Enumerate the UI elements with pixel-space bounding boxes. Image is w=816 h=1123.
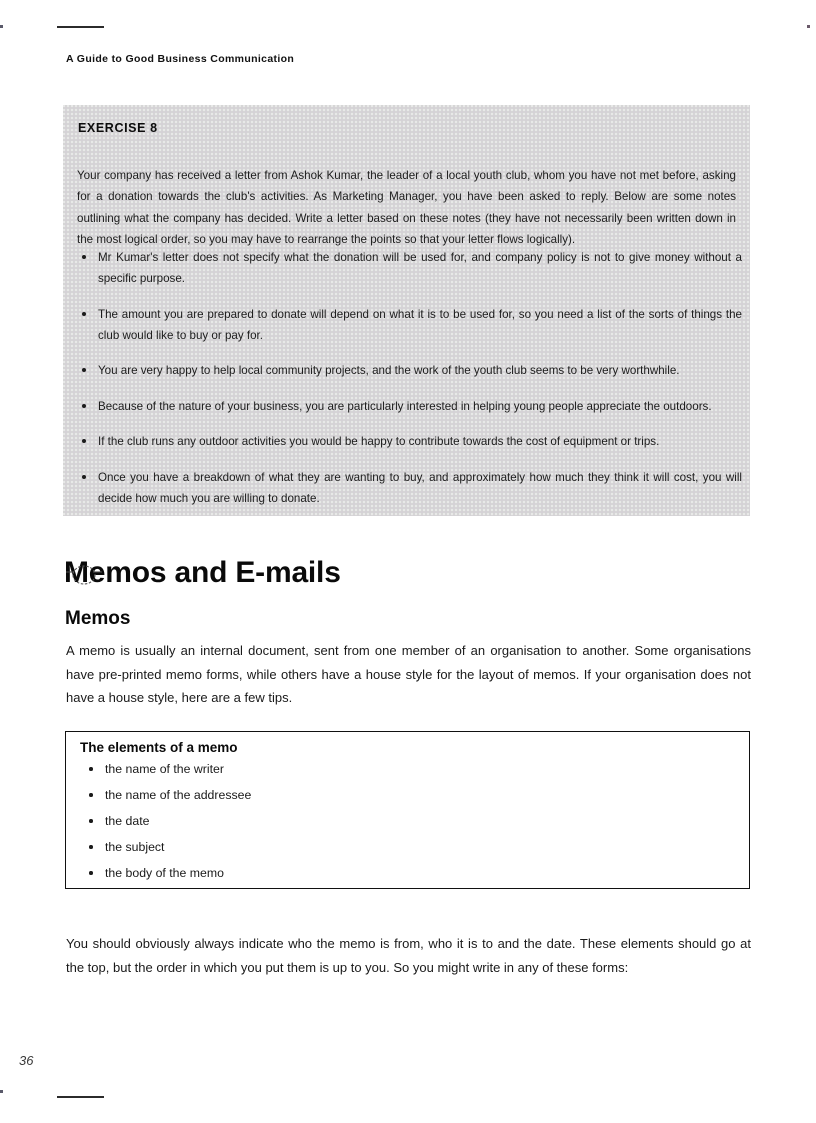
registration-dot-bottom-left [0, 1090, 3, 1093]
registration-dot-top-right [807, 25, 810, 28]
list-item: the name of the writer [80, 761, 251, 777]
list-item: If the club runs any outdoor activities you would be happy to contribute towards the cost of equipment or trips. [77, 431, 742, 452]
list-item: Mr Kumar's letter does not specify what the donation will be used for, and company policy is not to give money without a specific purpose. [77, 247, 742, 289]
exercise-notes-list [77, 247, 742, 523]
list-item: Because of the nature of your business, you are particularly interested in helping young people appreciate the outdoors. [77, 396, 742, 417]
memo-elements-list [80, 761, 251, 891]
section-heading: Memos and E-mails [64, 556, 341, 590]
intro-paragraph: A memo is usually an internal document, sent from one member of an organisation to another. Some organisations have pre-printed memo forms, while others have a house style for the layout of memos. If your organisation does not have a house style, here are a few tips. [66, 643, 751, 705]
list-item: the name of the addressee [80, 787, 251, 803]
section-subheading: Memos [65, 607, 131, 629]
exercise-intro-paragraph: Your company has received a letter from Ashok Kumar, the leader of a local youth club, whom you have not met before, asking for a donation towards the club's activities. As Marketing Manager, you have been asked to reply. Below are some notes outlining what the company has decided. Write a letter based on these notes (they have not necessarily been written down in the most logical order, so you may have to rearrange the points so that your letter flows logically). [77, 168, 736, 247]
page-number: 36 [19, 1053, 34, 1068]
list-item: the date [80, 813, 251, 829]
memo-elements-title: The elements of a memo [80, 740, 238, 755]
registration-dot-top-left [0, 25, 3, 28]
list-item: the body of the memo [80, 865, 251, 881]
closing-paragraph: You should obviously always indicate who the memo is from, who it is to and the date. These elements should go at the top, but the order in which you put them is up to you. So you might write in any of these forms: [66, 936, 751, 975]
list-item: Once you have a breakdown of what they are wanting to buy, and approximately how much they think it will cost, you will decide how much you are willing to donate. [77, 467, 742, 509]
exercise-title: EXERCISE 8 [78, 121, 158, 135]
list-item: the subject [80, 839, 251, 855]
memo-elements-box [65, 731, 750, 889]
running-head: A Guide to Good Business Communication [66, 53, 295, 65]
crop-mark-top [57, 26, 104, 28]
list-item: The amount you are prepared to donate will depend on what it is to be used for, so you need a list of the sorts of things the club would like to buy or pay for. [77, 304, 742, 346]
exercise-panel [63, 105, 750, 516]
crop-mark-bottom [57, 1096, 104, 1098]
list-item: You are very happy to help local community projects, and the work of the youth club seems to be very worthwhile. [77, 360, 742, 381]
